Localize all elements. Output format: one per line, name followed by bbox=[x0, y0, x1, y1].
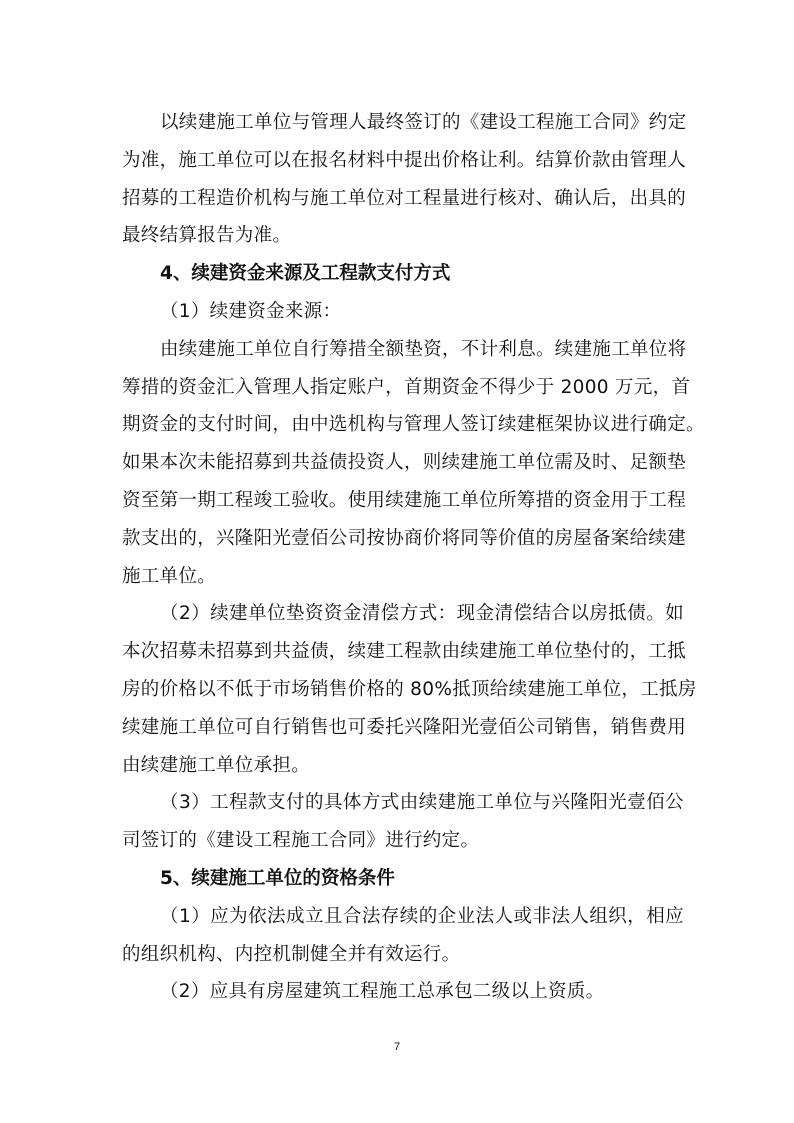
paragraph-qualification-2 bbox=[122, 973, 684, 1011]
text-line: 司签订的《建设工程施工合同》进行约定。 bbox=[122, 830, 480, 852]
text-line: 施工单位。 bbox=[122, 565, 217, 587]
text-line: （1）应为依法成立且合法存续的企业法人或非法人组织，相应 bbox=[160, 905, 684, 927]
paragraph-settlement bbox=[122, 104, 687, 255]
text-line: 为准，施工单位可以在报名材料中提出价格让利。结算价款由管理人 bbox=[122, 149, 687, 171]
text-line: 筹措的资金汇入管理人指定账户，首期资金不得少于 2000 万元，首 bbox=[122, 376, 691, 398]
text-line: 由续建施工单位自行筹措全额垫资，不计利息。续建施工单位将 bbox=[160, 338, 687, 360]
text-line: 最终结算报告为准。 bbox=[122, 225, 292, 247]
text-line: 续建施工单位可自行销售也可委托兴隆阳光壹佰公司销售，销售费用 bbox=[122, 716, 687, 738]
section-heading-4: 4、续建资金来源及工程款支付方式 bbox=[160, 263, 451, 285]
text-line: （2）应具有房屋建筑工程施工总承包二级以上资质。 bbox=[160, 981, 605, 1003]
page-number: 7 bbox=[393, 1041, 401, 1053]
paragraph-payment-method bbox=[122, 784, 684, 860]
paragraph-funding-source bbox=[122, 331, 705, 596]
text-line: 本次招募未招募到共益债，续建工程款由续建施工单位垫付的，工抵 bbox=[122, 641, 687, 663]
text-line: 款支出的，兴隆阳光壹佰公司按协商价将同等价值的房屋备案给续建 bbox=[122, 527, 687, 549]
section-heading-5: 5、续建施工单位的资格条件 bbox=[160, 867, 395, 889]
text-line: 期资金的支付时间，由中选机构与管理人签订续建框架协议进行确定。 bbox=[122, 414, 705, 436]
text-line: 招募的工程造价机构与施工单位对工程量进行核对、确认后，出具的 bbox=[122, 187, 687, 209]
text-line: 资至第一期工程竣工验收。使用续建施工单位所筹措的资金用于工程 bbox=[122, 489, 687, 511]
text-line: （2）续建单位垫资资金清偿方式：现金清偿结合以房抵债。如 bbox=[160, 603, 684, 625]
text-line: 由续建施工单位承担。 bbox=[122, 754, 311, 776]
text-line: 房的价格以不低于市场销售价格的 80%抵顶给续建施工单位，工抵房 bbox=[122, 678, 697, 700]
item-title-funding-source: （1）续建资金来源： bbox=[160, 300, 342, 322]
paragraph-repayment-method bbox=[122, 595, 697, 784]
text-line: （3）工程款支付的具体方式由续建施工单位与兴隆阳光壹佰公 bbox=[160, 792, 684, 814]
paragraph-qualification-1 bbox=[122, 898, 684, 974]
text-line: 的组织机构、内控机制健全并有效运行。 bbox=[122, 943, 461, 965]
text-line: 以续建施工单位与管理人最终签订的《建设工程施工合同》约定 bbox=[160, 112, 687, 133]
document-body bbox=[122, 104, 705, 1011]
text-line: 如果本次未能招募到共益债投资人，则续建施工单位需及时、足额垫 bbox=[122, 452, 687, 474]
